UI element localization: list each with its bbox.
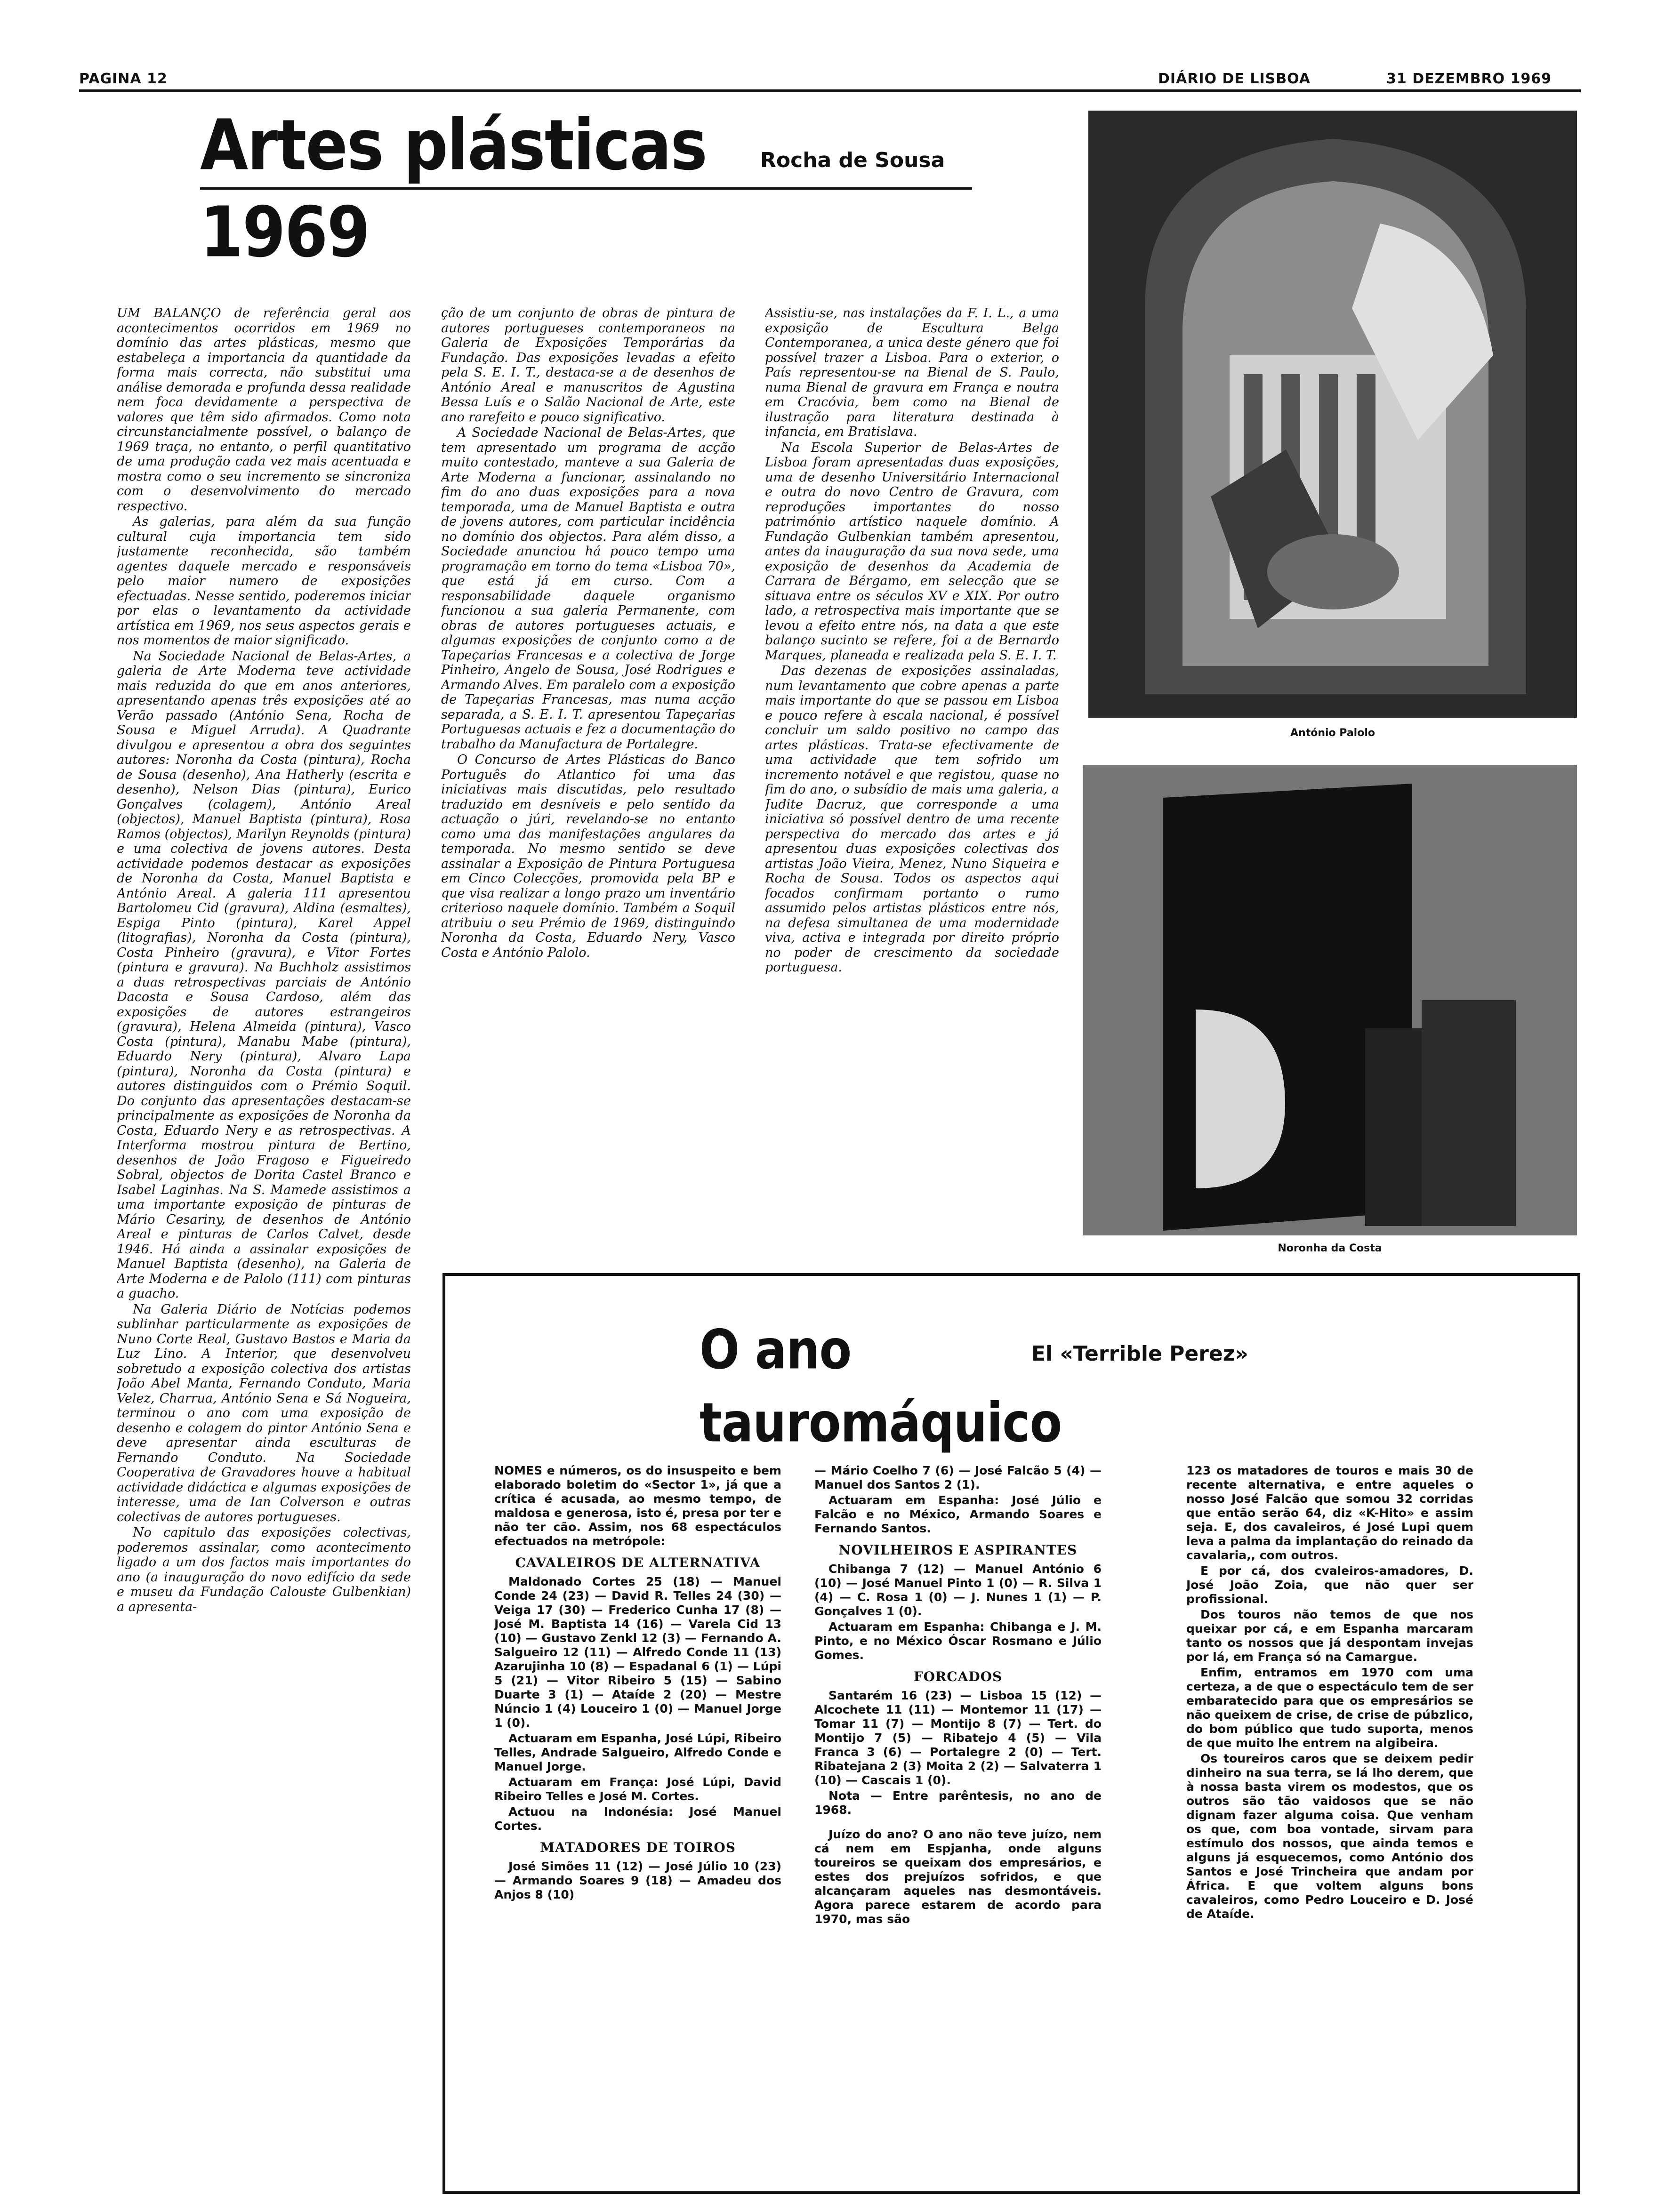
article-column-2 xyxy=(441,306,735,1247)
article-paragraph: Das dezenas de exposições assinaladas, num levantamento que cobre apenas a parte mais importante do que se passou em Lisboa e pouco refere à escala nacional, é possível concluir um saldo positivo no campo das artes plásticas. Trata-se efectivamente de uma actividade que tem sofrido um incremento notável e que registou, quase no fim do ano, o subsídio de mais uma galeria, a Judite Dacruz, que corresponde a uma iniciativa só possível dentro de uma recente perspectiva do mercado das artes e já apresentou duas exposições colectivas dos artistas João Vieira, Menez, Nuno Siqueira e Rocha de Sousa. Todos os aspectos aqui focados confirmam portanto o rumo assumido pelos artistas plásticos entre nós, na defesa simultanea de uma modernidade viva, activa e integrada por direito próprio no poder de crescimento da sociedade portuguesa. xyxy=(765,664,1059,975)
article-paragraph: A Sociedade Nacional de Belas-Artes, que tem apresentado um programa de acção muito contestado, manteve a sua Galeria de Arte Moderna a funcionar, assinalando no fim do ano duas exposições para a nova temporada, uma de Manuel Baptista e outra de jovens autores, com particular incidência no domínio dos objectos. Para além disso, a Sociedade anunciou há pouco tempo uma programação em torno do tema «Lisboa 70», que está já em curso. Com a responsabilidade daquele organismo funcionou a sua galeria Permanente, com obras de autores portugueses actuais, e algumas exposições de conjunto como a de Tapeçarias Francesas e a colectiva de Jorge Pinheiro, Angelo de Sousa, José Rodrigues e Armando Alves. Em paralelo com a exposição de Tapeçarias Francesas, mas numa acção separada, a S. E. I. T. apresentou Tapeçarias Portuguesas actuais e fez a documentação do trabalho da Manufactura de Portalegre. xyxy=(441,425,735,752)
section-heading-cavaleiros: CAVALEIROS DE ALTERNATIVA xyxy=(515,1555,761,1571)
bullfight-paragraph: José Simões 11 (12) — José Júlio 10 (23) — Armando Soares 9 (18) — Amadeu dos Anjos 8 (10) xyxy=(494,1859,781,1901)
page-number: PAGINA 12 xyxy=(79,71,168,87)
bullfight-paragraph: Os toureiros caros que se deixem pedir dinheiro na sua terra, se lá lho derem, que à nossa basta virem os modestos, que os outros são tão vaidosos que se não dignam fazer alguma coisa. Que venham os que, com boa vontade, sirvam para estímulo dos nossos, que ainda temos e alguns já esquecemos, como António dos Santos e José Trincheira que andam por África. E que voltem alguns bons cavaleiros, como Pedro Louceiro e D. José de Ataíde. xyxy=(1186,1752,1473,1921)
article-paragraph: UM BALANÇO de referência geral aos acontecimentos ocorridos em 1969 no domínio das artes plásticas, mesmo que estabeleça a importancia da quantidade da forma mais correcta, não substitui uma análise demorada e profunda dessa realidade nem foca devidamente a perspectiva de valores que têm sido afirmados. Como nota circunstancialmente possível, o balanço de 1969 traça, no entanto, o perfil quantitativo de uma produção cada vez mais acentuada e mostra como o seu incremento se sincroniza com o desenvolvimento do mercado respectivo. xyxy=(117,306,411,513)
issue-date: 31 DEZEMBRO 1969 xyxy=(1386,71,1552,87)
article-paragraph: Na Galeria Diário de Notícias podemos sublinhar particularmente as exposições de Nuno Corte Real, Gustavo Bastos e Maria da Luz Lino. A Interior, que desenvolveu sobretudo a exposição colectiva dos artistas João Abel Manta, Fernando Conduto, Maria Velez, Charrua, António Sena e Sá Nogueira, terminou o ano com uma exposição de desenho e colagem do pintor António Sena e deve apresentar ainda esculturas de Fernando Conduto. Na Sociedade Cooperativa de Gravadores houve a habitual actividade didáctica e algumas exposições de interesse, uma de Ian Colverson e outras colectivas de autores portugueses. xyxy=(117,1302,411,1524)
bullfight-paragraph: Actuaram em França: José Lúpi, David Ribeiro Telles e José M. Cortes. xyxy=(494,1775,781,1803)
header-rule xyxy=(79,89,1581,92)
bullfight-paragraph: Actuaram em Espanha: José Júlio e Falcão e no México, Armando Soares e Fernando Santos. xyxy=(814,1493,1102,1535)
bullfight-paragraph: 123 os matadores de touros e mais 30 de recente alternativa, e entre aqueles o nosso José Falcão que somou 32 corridas que então serão 64, diz «K-Hito» e assim seja. E, dos cavaleiros, é José Lupi quem leva a palma da implantação do reinado da cavalaria,, com outros. xyxy=(1186,1464,1473,1562)
photo-noronha-da-costa xyxy=(1083,765,1577,1235)
sculpture-image xyxy=(1083,765,1577,1235)
bullfight-paragraph: Nota — Entre parêntesis, no ano de 1968. xyxy=(814,1789,1102,1817)
bullfight-paragraph: Dos touros não temos de que nos queixar por cá, e em Espanha marcaram tanto os nossos que já despontam invejas por lá, em França só na Camargue. xyxy=(1186,1608,1473,1664)
article-paragraph: Na Escola Superior de Belas-Artes de Lisboa foram apresentadas duas exposições, uma de desenho Universitário Internacional e outra do novo Centro de Gravura, com reproduções importantes do nosso património artístico naquele domínio. A Fundação Gulbenkian também apresentou, antes da inauguração da sua nova sede, uma exposição de desenhos da Academia de Carrara de Bérgamo, em selecção que se situava entre os séculos XV e XIX. Por outro lado, a retrospectiva mais importante que se levou a efeito entre nós, na data a que este balanço sucinto se refere, foi a de Bernardo Marques, planeada e realizada pela S. E. I. T. xyxy=(765,440,1059,663)
article-title-line2: 1969 xyxy=(200,192,370,273)
article-paragraph: No capitulo das exposições colectivas, poderemos assinalar, como acontecimento ligado a um dos factos mais importantes do ano (a inauguração do novo edifício da sede e museu da Fundação Calouste Gulbenkian) a apresenta- xyxy=(117,1525,411,1614)
bullfight-paragraph: Santarém 16 (23) — Lisboa 15 (12) — Alcochete 11 (11) — Montemor 11 (17) — Tomar 11 (7) — Montijo 8 (7) — Tert. do Montijo 7 (5) — Ribatejo 4 (5) — Vila Franca 3 (6) — Portalegre 2 (0) — Tert. Ribatejana 2 (3) Moita 2 (2) — Salvaterra 1 (10) — Cascais 1 (0). xyxy=(814,1689,1102,1787)
article-title-line1: Artes plásticas xyxy=(200,104,707,186)
bullfight-title-line2: tauromáquico xyxy=(700,1391,1062,1455)
bullfight-title-line1: O ano xyxy=(700,1318,852,1382)
section-heading-novilheiros: NOVILHEIROS E ASPIRANTES xyxy=(838,1542,1078,1558)
bullfight-paragraph: Juízo do ano? O ano não teve juízo, nem cá nem em Espjanha, onde alguns toureiros se queixam dos empresários, e estes dos prejuízos sofridos, e que alcançaram aqueles nas desmontáveis. Agora parece estarem de acordo para 1970, mas são xyxy=(814,1827,1102,1926)
title-rule xyxy=(200,187,972,190)
article-paragraph: Assistiu-se, nas instalações da F. I. L., a uma exposição de Escultura Belga Contemporanea, a unica deste género que foi possível trazer a Lisboa. Para o exterior, o País representou-se na Bienal de S. Paulo, numa Bienal de gravura em França e noutra em Cracóvia, bem como na Bienal de ilustração para literatura destinada à infancia, em Bratislava. xyxy=(765,306,1059,439)
bullfight-paragraph: Maldonado Cortes 25 (18) — Manuel Conde 24 (23) — David R. Telles 24 (30) — Veiga 17 (30) — Frederico Cunha 17 (8) — José M. Baptista 14 (16) — Varela Cid 13 (10) — Gustavo Zenkl 12 (3) — Fernando A. Salgueiro 12 (11) — Alfredo Conde 11 (13) Azarujinha 10 (8) — Espadanal 6 (1) — Lúpi 5 (21) — Vitor Ribeiro 5 (15) — Sabino Duarte 3 (1) — Ataíde 2 (20) — Mestre Núncio 1 (4) Louceiro 1 (0) — Manuel Jorge 1 (0). xyxy=(494,1575,781,1730)
photo-caption-noronha: Noronha da Costa xyxy=(1278,1242,1382,1254)
newspaper-name: DIÁRIO DE LISBOA xyxy=(1158,71,1311,87)
bullfight-paragraph: Actuaram em Espanha, José Lúpi, Ribeiro Telles, Andrade Salgueiro, Alfredo Conde e Manuel Jorge. xyxy=(494,1731,781,1773)
bullfight-paragraph: E por cá, dos cvaleiros-amadores, D. José João Zoia, que não quer ser profissional. xyxy=(1186,1564,1473,1606)
bullfight-paragraph: Enfim, entramos em 1970 com uma certeza, a de que o espectáculo tem de ser embaratecido para que os empresários se não queixem de crise, de crise de púbzlico, do bom público que tudo suporta, menos de que muito lhe entrem na algibeira. xyxy=(1186,1666,1473,1750)
article-byline: Rocha de Sousa xyxy=(760,148,945,172)
article-paragraph: Na Sociedade Nacional de Belas-Artes, a galeria de Arte Moderna teve actividade mais reduzida do que em anos anteriores, apresentando apenas três exposições até ao Verão passado (António Sena, Rocha de Sousa e Miguel Arruda). A Quadrante divulgou e apresentou a obra dos seguintes autores: Noronha da Costa (pintura), Rocha de Sousa (desenho), Ana Hatherly (escrita e desenho), Nelson Dias (pintura), Eurico Gonçalves (colagem), António Areal (objectos), Manuel Baptista (pintura), Rosa Ramos (objectos), Marilyn Reynolds (pintura) e uma colectiva de jovens autores. Desta actividade podemos destacar as exposições de Noronha da Costa, Manuel Baptista e António Areal. A galeria 111 apresentou Bartolomeu Cid (gravura), Aldina (esmaltes), Espiga Pinto (pintura), Karel Appel (litografias), Noronha da Costa (pintura), Costa Pinheiro (gravura), e Vitor Fortes (pintura e gravura). Na Buchholz assistimos a duas retrospectivas parciais de António Dacosta e Sousa Cardoso, além das exposições de autores estrangeiros (gravura), Helena Almeida (pintura), Vasco Costa (pintura), Manabu Mabe (pintura), Eduardo Nery (pintura), Alvaro Lapa (pintura), Noronha da Costa (pintura) e autores distinguidos com o Prémio Soquil. Do conjunto das apresentações destacam-se principalmente as exposições de Noronha da Costa, Eduardo Nery e as retrospectivas. A Interforma mostrou pintura de Bertino, desenhos de João Fragoso e Figueiredo Sobral, objectos de Dorita Castel Branco e Isabel Laginhas. Na S. Mamede assistimos a uma importante exposição de pinturas de Mário Cesariny, de desenhos de António Areal e pinturas de Carlos Calvet, desde 1946. Há ainda a assinalar exposições de Manuel Baptista (desenho), na Galeria de Arte Moderna e de Palolo (111) com pinturas a guacho. xyxy=(117,649,411,1301)
bullfight-paragraph: Chibanga 7 (12) — Manuel António 6 (10) — José Manuel Pinto 1 (0) — R. Silva 1 (4) — C. Rosa 1 (0) — J. Nunes 1 (1) — P. Gonçalves 1 (0). xyxy=(814,1562,1102,1618)
bullfight-paragraph: Actuaram em Espanha: Chibanga e J. M. Pinto, e no México Óscar Rosmano e Júlio Gomes. xyxy=(814,1620,1102,1662)
section-heading-forcados: FORCADOS xyxy=(913,1669,1003,1684)
painting-image xyxy=(1088,111,1577,718)
article-paragraph: ção de um conjunto de obras de pintura de autores portugueses contemporaneos na Galeria de Exposições Temporárias da Fundação. Das exposições levadas a efeito pela S. E. I. T., destaca-se a de desenhos de António Areal e manuscritos de Agustina Bessa Luís e o Salão Nacional de Arte, este ano rarefeito e pouco significativo. xyxy=(441,306,735,425)
section-heading-matadores: MATADORES DE TOIROS xyxy=(539,1840,736,1855)
article-paragraph: As galerias, para além da sua função cultural cuja importancia tem sido justamente reconhecida, são também agentes daquele mercado e responsáveis pelo maior numero de exposições efectuadas. Nesse sentido, poderemos iniciar por elas o levantamento da actividade artística em 1969, nos seus aspectos gerais e nos momentos de maior significado. xyxy=(117,514,411,648)
bullfight-column-1 xyxy=(494,1464,781,2179)
article-column-1 xyxy=(117,306,411,2179)
photo-antonio-palolo xyxy=(1088,111,1577,718)
bullfight-subtitle: El «Terrible Perez» xyxy=(1031,1342,1248,1366)
photo-caption-palolo: António Palolo xyxy=(1290,727,1375,739)
bullfight-column-3 xyxy=(1186,1464,1473,2179)
bullfight-paragraph: NOMES e números, os do insuspeito e bem elaborado boletim do «Sector 1», já que a crítica é acusada, ao mesmo tempo, de maldosa e generosa, isto é, presa por ter e não ter cão. Assim, nos 68 espectáculos efectuados na metrópole: xyxy=(494,1464,781,1548)
bullfight-column-2 xyxy=(814,1464,1102,2179)
article-paragraph: O Concurso de Artes Plásticas do Banco Português do Atlantico foi uma das iniciativas mais discutidas, pelo resultado traduzido em desníveis e pelo sentido da actuação o júri, revelando-se no entanto como uma das manifestações angulares da temporada. No mesmo sentido se deve assinalar a Exposição de Pintura Portuguesa em Cinco Colecções, promovida pela BP e que visa realizar a longo prazo um inventário criterioso naquele domínio. Também a Soquil atribuiu o seu Prémio de 1969, distinguindo Noronha da Costa, Eduardo Nery, Vasco Costa e António Palolo. xyxy=(441,753,735,960)
bullfight-paragraph: — Mário Coelho 7 (6) — José Falcão 5 (4) — Manuel dos Santos 2 (1). xyxy=(814,1464,1102,1491)
bullfight-paragraph: Actuou na Indonésia: José Manuel Cortes. xyxy=(494,1805,781,1833)
article-column-3 xyxy=(765,306,1059,1261)
